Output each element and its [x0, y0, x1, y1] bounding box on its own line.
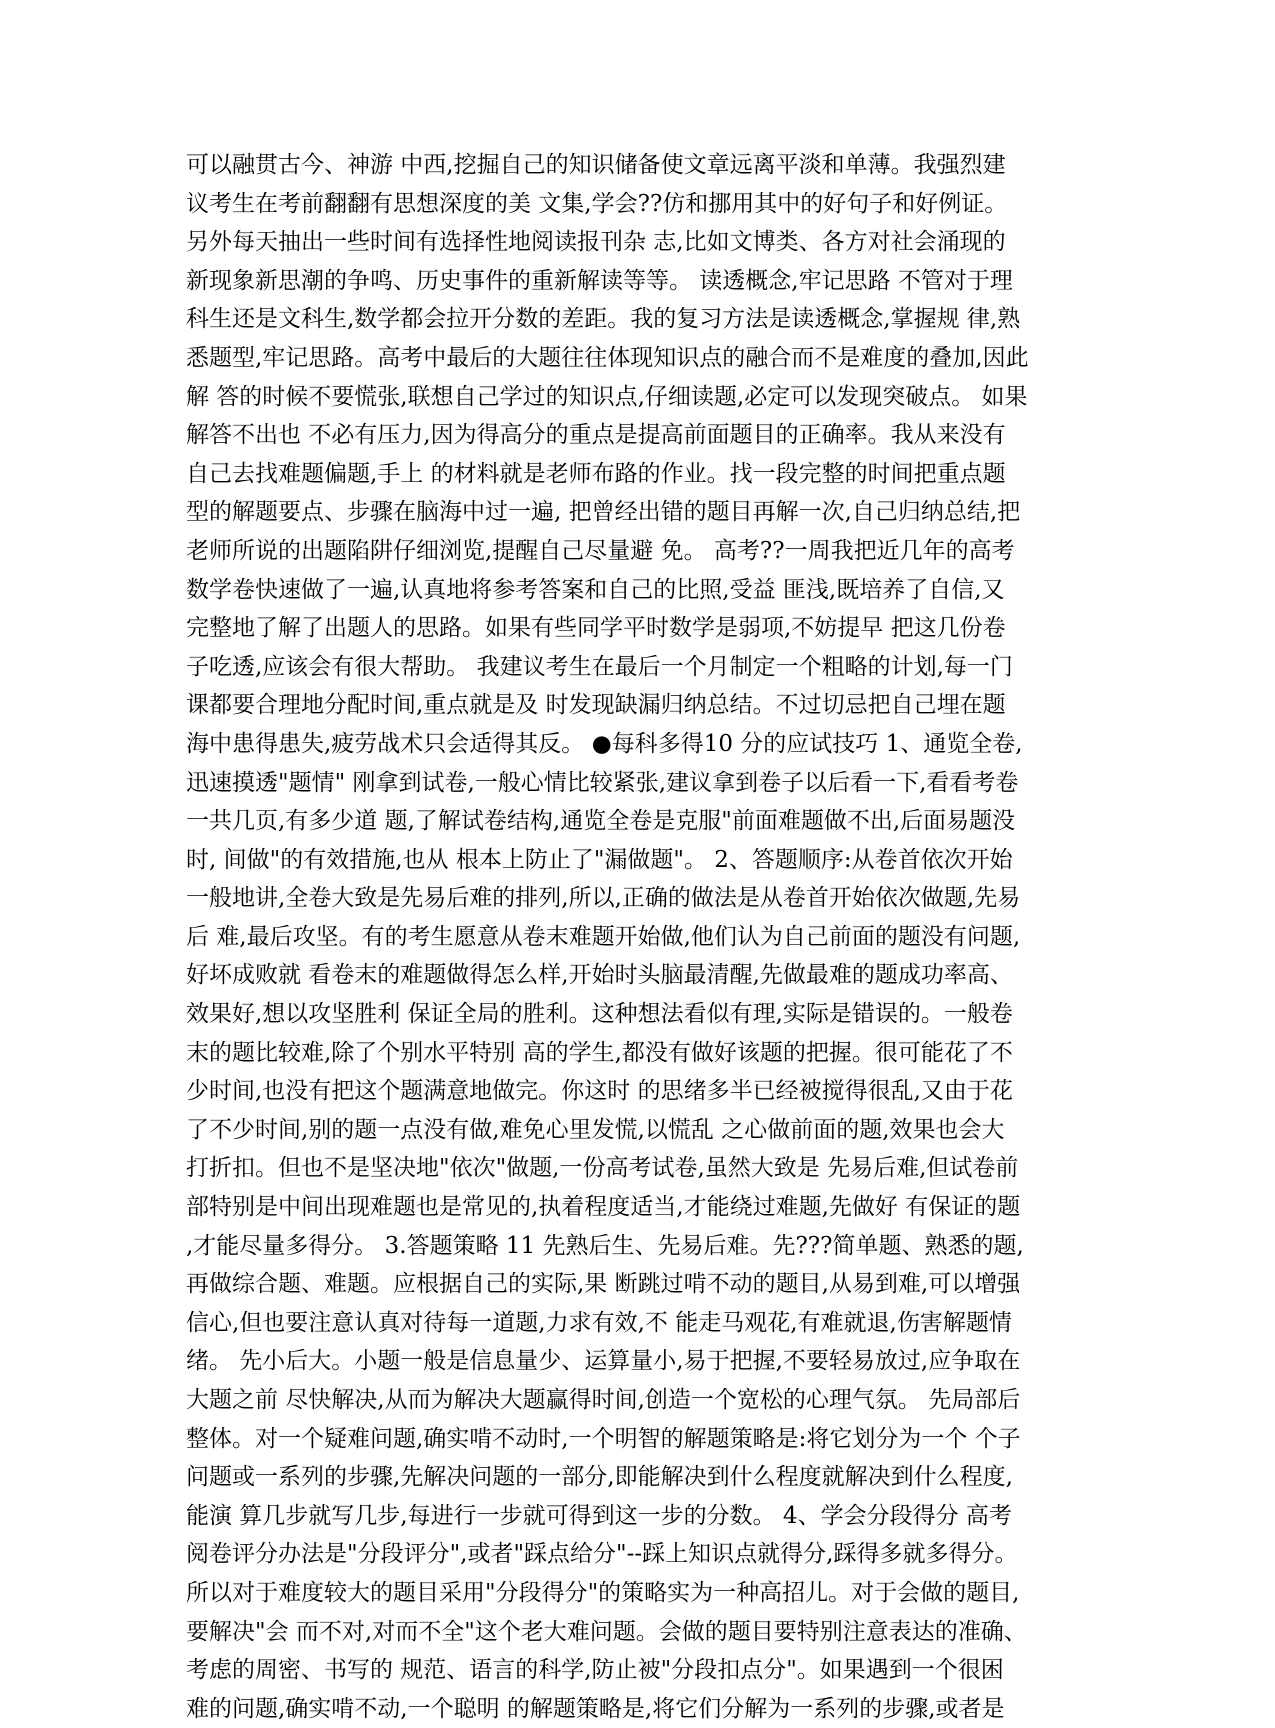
- text-line: 海中患得患失,疲劳战术只会适得其反。 ●每科多得10 分的应试技巧 1、通览全卷,: [186, 730, 1023, 757]
- text-line: 迅速摸透"题情" 刚拿到试卷,一般心情比较紧张,建议拿到卷子以后看一下,看看考卷: [186, 769, 1019, 796]
- body-text: [186, 146, 1086, 1728]
- text-line: ,才能尽量多得分。 3.答题策略 11 先熟后生、先易后难。先???简单题、熟悉的题,: [186, 1232, 1024, 1259]
- text-line: 好坏成败就 看卷末的难题做得怎么样,开始时头脑最清醒,先做最难的题成功率高、: [186, 962, 1013, 989]
- text-line: 一般地讲,全卷大致是先易后难的排列,所以,正确的做法是从卷首开始依次做题,先易: [186, 885, 1021, 912]
- text-line: 课都要合理地分配时间,重点就是及 时发现缺漏归纳总结。不过切忌把自己埋在题: [186, 692, 1006, 719]
- text-line: 数学卷快速做了一遍,认真地将参考答案和自己的比照,受益 匪浅,既培养了自信,又: [186, 576, 1005, 603]
- text-line: 完整地了解了出题人的思路。如果有些同学平时数学是弱项,不妨提早 把这几份卷: [186, 615, 1006, 642]
- text-line: 末的题比较难,除了个别水平特别 高的学生,都没有做好该题的把握。很可能花了不: [186, 1039, 1013, 1066]
- text-line: 自己去找难题偏题,手上 的材料就是老师布路的作业。找一段完整的时间把重点题: [186, 460, 1006, 487]
- text-line: 后 难,最后攻坚。有的考生愿意从卷末难题开始做,他们认为自己前面的题没有问题,: [186, 923, 1021, 950]
- text-line: 可以融贯古今、神游 中西,挖掘自己的知识储备使文章远离平淡和单薄。我强烈建: [186, 152, 1006, 178]
- text-line: 要解决"会 而不对,对而不全"这个老大难问题。会做的题目要特别注意表达的准确、: [186, 1618, 1027, 1645]
- text-line: 所以对于难度较大的题目采用"分段得分"的策略实为一种高招儿。对于会做的题目,: [186, 1579, 1020, 1606]
- text-line: 子吃透,应该会有很大帮助。 我建议考生在最后一个月制定一个粗略的计划,每一门: [186, 653, 1013, 680]
- text-line: 解答不出也 不必有压力,因为得高分的重点是提高前面题目的正确率。我从来没有: [186, 422, 1006, 449]
- text-line: 考虑的周密、书写的 规范、语言的科学,防止被"分段扣点分"。如果遇到一个很困: [186, 1657, 1004, 1684]
- text-line: 难的问题,确实啃不动,一个聪明 的解题策略是,将它们分解为一系列的步骤,或者是: [186, 1695, 1005, 1722]
- text-line: 问题或一系列的步骤,先解决问题的一部分,即能解决到什么程度就解决到什么程度,: [186, 1464, 1013, 1491]
- text-line: 再做综合题、难题。应根据自己的实际,果 断跳过啃不动的题目,从易到难,可以增强: [186, 1271, 1021, 1298]
- text-line: 科生还是文科生,数学都会拉开分数的差距。我的复习方法是读透概念,掌握规 律,熟: [186, 306, 1021, 333]
- text-line: 悉题型,牢记思路。高考中最后的大题往往体现知识点的融合而不是难度的叠加,因此: [186, 344, 1029, 371]
- text-line: 老师所说的出题陷阱仔细浏览,提醒自己尽量避 免。 高考??一周我把近几年的高考: [186, 537, 1015, 564]
- text-line: 部特别是中间出现难题也是常见的,执着程度适当,才能绕过难题,先做好 有保证的题: [186, 1194, 1021, 1221]
- text-line: 另外每天抽出一些时间有选择性地阅读报刊杂 志,比如文博类、各方对社会涌现的: [186, 229, 1006, 256]
- text-line: 时, 间做"的有效措施,也从 根本上防止了"漏做题"。 2、答题顺序:从卷首依次开始: [186, 846, 1013, 873]
- text-line: 议考生在考前翻翻有思想深度的美 文集,学会??仿和挪用其中的好句子和好例证。: [186, 190, 1008, 217]
- text-line: 解 答的时候不要慌张,联想自己学过的知识点,仔细读题,必定可以发现突破点。 如果: [186, 383, 1028, 410]
- text-line: 新现象新思潮的争鸣、历史事件的重新解读等等。 读透概念,牢记思路 不管对于理: [186, 267, 1013, 294]
- text-line: 少时间,也没有把这个题满意地做完。你这时 的思绪多半已经被搅得很乱,又由于花: [186, 1078, 1013, 1105]
- text-line: 整体。对一个疑难问题,确实啃不动时,一个明智的解题策略是:将它划分为一个 个子: [186, 1425, 1021, 1452]
- text-line: 效果好,想以攻坚胜利 保证全局的胜利。这种想法看似有理,实际是错误的。一般卷: [186, 1001, 1013, 1028]
- text-line: 了不少时间,别的题一点没有做,难免心里发慌,以慌乱 之心做前面的题,效果也会大: [186, 1116, 1005, 1143]
- text-line: 绪。 先小后大。小题一般是信息量少、运算量小,易于把握,不要轻易放过,应争取在: [186, 1348, 1021, 1375]
- text-line: 阅卷评分办法是"分段评分",或者"踩点给分"--踩上知识点就得分,踩得多就多得分。: [186, 1541, 1018, 1568]
- text-line: 型的解题要点、步骤在脑海中过一遍, 把曾经出错的题目再解一次,自己归纳总结,把: [186, 499, 1021, 526]
- text-line: 能演 算几步就写几步,每进行一步就可得到这一步的分数。 4、学会分段得分 高考: [186, 1502, 1012, 1529]
- text-line: 大题之前 尽快解决,从而为解决大题赢得时间,创造一个宽松的心理气氛。 先局部后: [186, 1387, 1021, 1413]
- text-line: 信心,但也要注意认真对待每一道题,力求有效,不 能走马观花,有难就退,伤害解题情: [186, 1309, 1012, 1336]
- text-line: 一共几页,有多少道 题,了解试卷结构,通览全卷是克服"前面难题做不出,后面易题没: [186, 808, 1016, 835]
- text-line: 打折扣。但也不是坚决地"依次"做题,一份高考试卷,虽然大致是 先易后难,但试卷前: [186, 1155, 1019, 1182]
